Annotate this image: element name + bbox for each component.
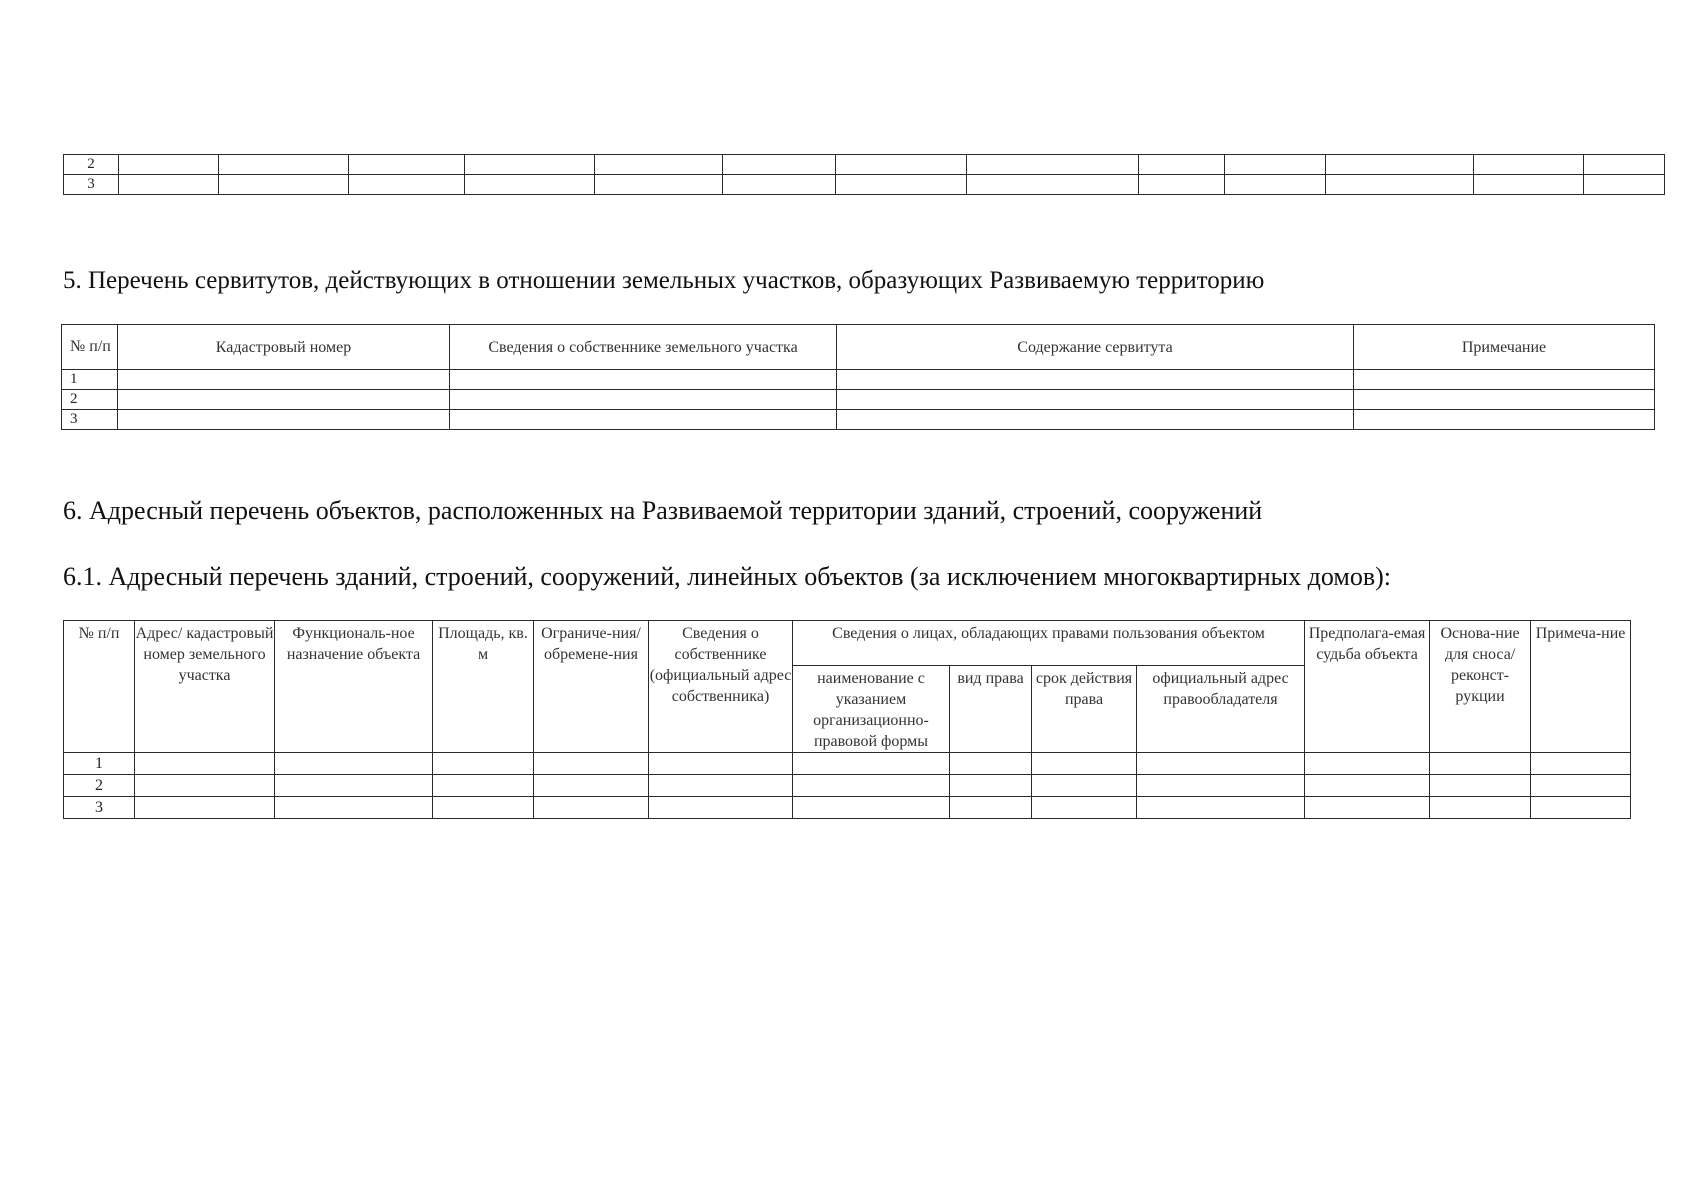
header-area: Площадь, кв. м: [433, 621, 534, 753]
header-note: Примечание: [1354, 325, 1655, 370]
header-user-name: наименование с указанием организационно-правовой формы: [793, 666, 950, 753]
table-row: [64, 155, 1665, 175]
table-header-row: [64, 621, 1631, 666]
previous-section-table-fragment: [63, 154, 1665, 195]
section-5-heading: 5. Перечень сервитутов, действующих в отношении земельных участков, образующих Развиваемую территорию: [63, 267, 1265, 294]
table-row: [64, 175, 1665, 195]
header-num: № п/п: [64, 621, 135, 753]
header-intended-fate: Предполага-емая судьба объекта: [1305, 621, 1430, 753]
header-servitude-content: Содержание сервитута: [837, 325, 1354, 370]
header-demolition-basis: Основа-ние для сноса/ реконст-рукции: [1430, 621, 1531, 753]
table-row: [62, 390, 1655, 410]
header-right-term: срок действия права: [1032, 666, 1137, 753]
header-owner-info: Сведения о собственнике земельного участка: [450, 325, 837, 370]
header-num: № п/п: [62, 325, 118, 370]
header-note: Примеча-ние: [1531, 621, 1631, 753]
header-owner-info: Сведения о собственнике (официальный адрес собственника): [649, 621, 793, 753]
header-address: Адрес/ кадастровый номер земельного участка: [135, 621, 275, 753]
row-number: 1: [64, 753, 135, 775]
section-6-1-heading: 6.1. Адресный перечень зданий, строений, сооружений, линейных объектов (за исключением многоквартирных домов):: [63, 562, 1391, 591]
table-header-row: [62, 325, 1655, 370]
table-row: [62, 410, 1655, 430]
row-number: 2: [62, 390, 118, 410]
row-number: 2: [64, 775, 135, 797]
table-row: [64, 775, 1631, 797]
row-number: 3: [64, 175, 119, 195]
header-users-group: Сведения о лицах, обладающих правами пользования объектом: [793, 621, 1305, 666]
header-right-type: вид права: [950, 666, 1032, 753]
row-number: 2: [64, 155, 119, 175]
row-number: 1: [62, 370, 118, 390]
header-holder-address: официальный адрес правообладателя: [1137, 666, 1305, 753]
buildings-table: [63, 620, 1631, 819]
table-row: [64, 753, 1631, 775]
row-number: 3: [62, 410, 118, 430]
section-6-heading: 6. Адресный перечень объектов, расположенных на Развиваемой территории зданий, строений, сооружений: [63, 496, 1263, 525]
header-restrictions: Ограниче-ния/ обремене-ния: [534, 621, 649, 753]
table-row: [62, 370, 1655, 390]
header-cadastral-number: Кадастровый номер: [118, 325, 450, 370]
servitudes-table: [61, 324, 1655, 430]
table-row: [64, 797, 1631, 819]
row-number: 3: [64, 797, 135, 819]
header-function: Функциональ-ное назначение объекта: [275, 621, 433, 753]
